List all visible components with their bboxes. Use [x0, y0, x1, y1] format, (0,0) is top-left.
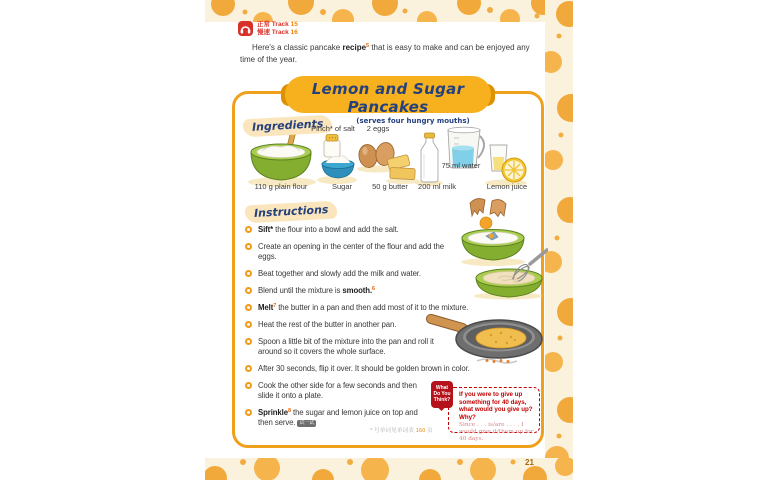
step-bullet-icon — [245, 409, 252, 416]
step-text: Blend until the mixture is smooth.$^6$ — [258, 286, 375, 295]
ingredient-label-lemon: Lemon juice — [486, 182, 528, 191]
salt-and-sugar-illustration — [317, 135, 357, 185]
step-text: After 30 seconds, flip it over. It should be golden brown in color. — [258, 364, 470, 373]
ingredient-label-salt: Pinch* of salt — [311, 124, 355, 133]
frying-pan-illustration — [425, 314, 545, 366]
milk-bottle-illustration — [415, 133, 443, 186]
mixing-bowls-illustration — [448, 196, 548, 300]
pan-body-illustration — [425, 314, 542, 358]
ingredient-label-milk: 200 ml milk — [418, 182, 456, 191]
step-bullet-icon — [245, 338, 252, 345]
dot-border-bottom — [205, 458, 573, 480]
ingredient-label-water: 75 ml water — [441, 161, 481, 170]
audio-track-labels — [257, 21, 298, 37]
recipe-title: Lemon and Sugar Pancakes — [311, 80, 465, 116]
what-do-you-think-badge: What Do You Think? — [431, 381, 453, 408]
step-bullet-icon — [245, 321, 252, 328]
step-text: Sift* the flour into a bowl and add the salt. — [258, 225, 399, 234]
ingredient-label-eggs: 2 eggs — [366, 124, 390, 133]
ingredients-heading: Ingredients — [243, 115, 333, 138]
step-bullet-icon — [245, 270, 252, 277]
ingredient-label-sugar: Sugar — [331, 182, 353, 191]
intro-paragraph: Here's a classic pancake recipe$^5$ that is easy to make and can be enjoyed any time of the year. — [240, 43, 530, 64]
step-text: Beat together and slowly add the milk and water. — [258, 269, 421, 278]
instructions-heading: Instructions — [245, 201, 338, 224]
butter-illustration — [386, 154, 420, 184]
step-bullet-icon — [245, 287, 252, 294]
dot-border-top — [205, 0, 545, 22]
headphones-icon[interactable] — [238, 21, 253, 36]
ingredient-label-flour: 110 g plain flour — [254, 182, 308, 191]
flour-bowl-step-illustration — [461, 230, 525, 267]
step-text: Cook the other side for a few seconds and then slide it onto a plate. — [258, 381, 417, 400]
audio-track-slow: 慢速 Track 16 — [257, 29, 298, 36]
step-bullet-icon — [245, 243, 252, 250]
step-bullet-icon — [245, 382, 252, 389]
dot-border-right — [545, 0, 573, 480]
audio-track-header — [238, 21, 298, 37]
textbook-page — [205, 0, 573, 480]
page-number: 21 — [525, 458, 534, 467]
cracked-eggs-illustration — [470, 199, 506, 230]
footnote-ref: 5 — [366, 43, 370, 49]
step-text: Create an opening in the center of the flour and add the eggs. — [258, 242, 444, 261]
step-text: Melt$^7$ the butter in a pan and then add most of it to the mixture. — [258, 303, 469, 312]
batter-bowl-illustration — [474, 269, 542, 300]
instruction-step — [245, 303, 501, 313]
ingredient-label-butter: 50 g butter — [372, 182, 408, 191]
step-text: Sprinkle$^8$ the sugar and lemon juice on top and then serve. 试一试 — [258, 408, 418, 427]
lemon-and-glass-illustration — [485, 145, 527, 187]
step-bullet-icon — [245, 226, 252, 233]
activity-badge[interactable]: 试一试 — [299, 420, 315, 426]
step-bullet-icon — [245, 304, 252, 311]
vocabulary-footnote: * 号单词见单词表 160 页 — [370, 428, 433, 434]
stove-flame-illustration — [477, 359, 517, 363]
think-question: If you were to give up something for 40 days, what would you give up? Why? — [459, 391, 533, 421]
step-bullet-icon — [245, 365, 252, 372]
recipe-subtitle: (serves four hungry mouths) — [356, 117, 470, 125]
what-do-you-think-box — [448, 387, 540, 442]
step-text: Spoon a little bit of the mixture into the pan and roll it around so it covers the whole surface. — [258, 337, 434, 356]
recipe-title-banner — [285, 76, 491, 125]
audio-track-normal: 正常 Track 15 — [257, 21, 298, 28]
think-answer-frame: Since . . . is/are . . . , I would give it/them up for 40 days. — [459, 422, 534, 442]
step-text: Heat the rest of the butter in another pan. — [258, 320, 397, 329]
